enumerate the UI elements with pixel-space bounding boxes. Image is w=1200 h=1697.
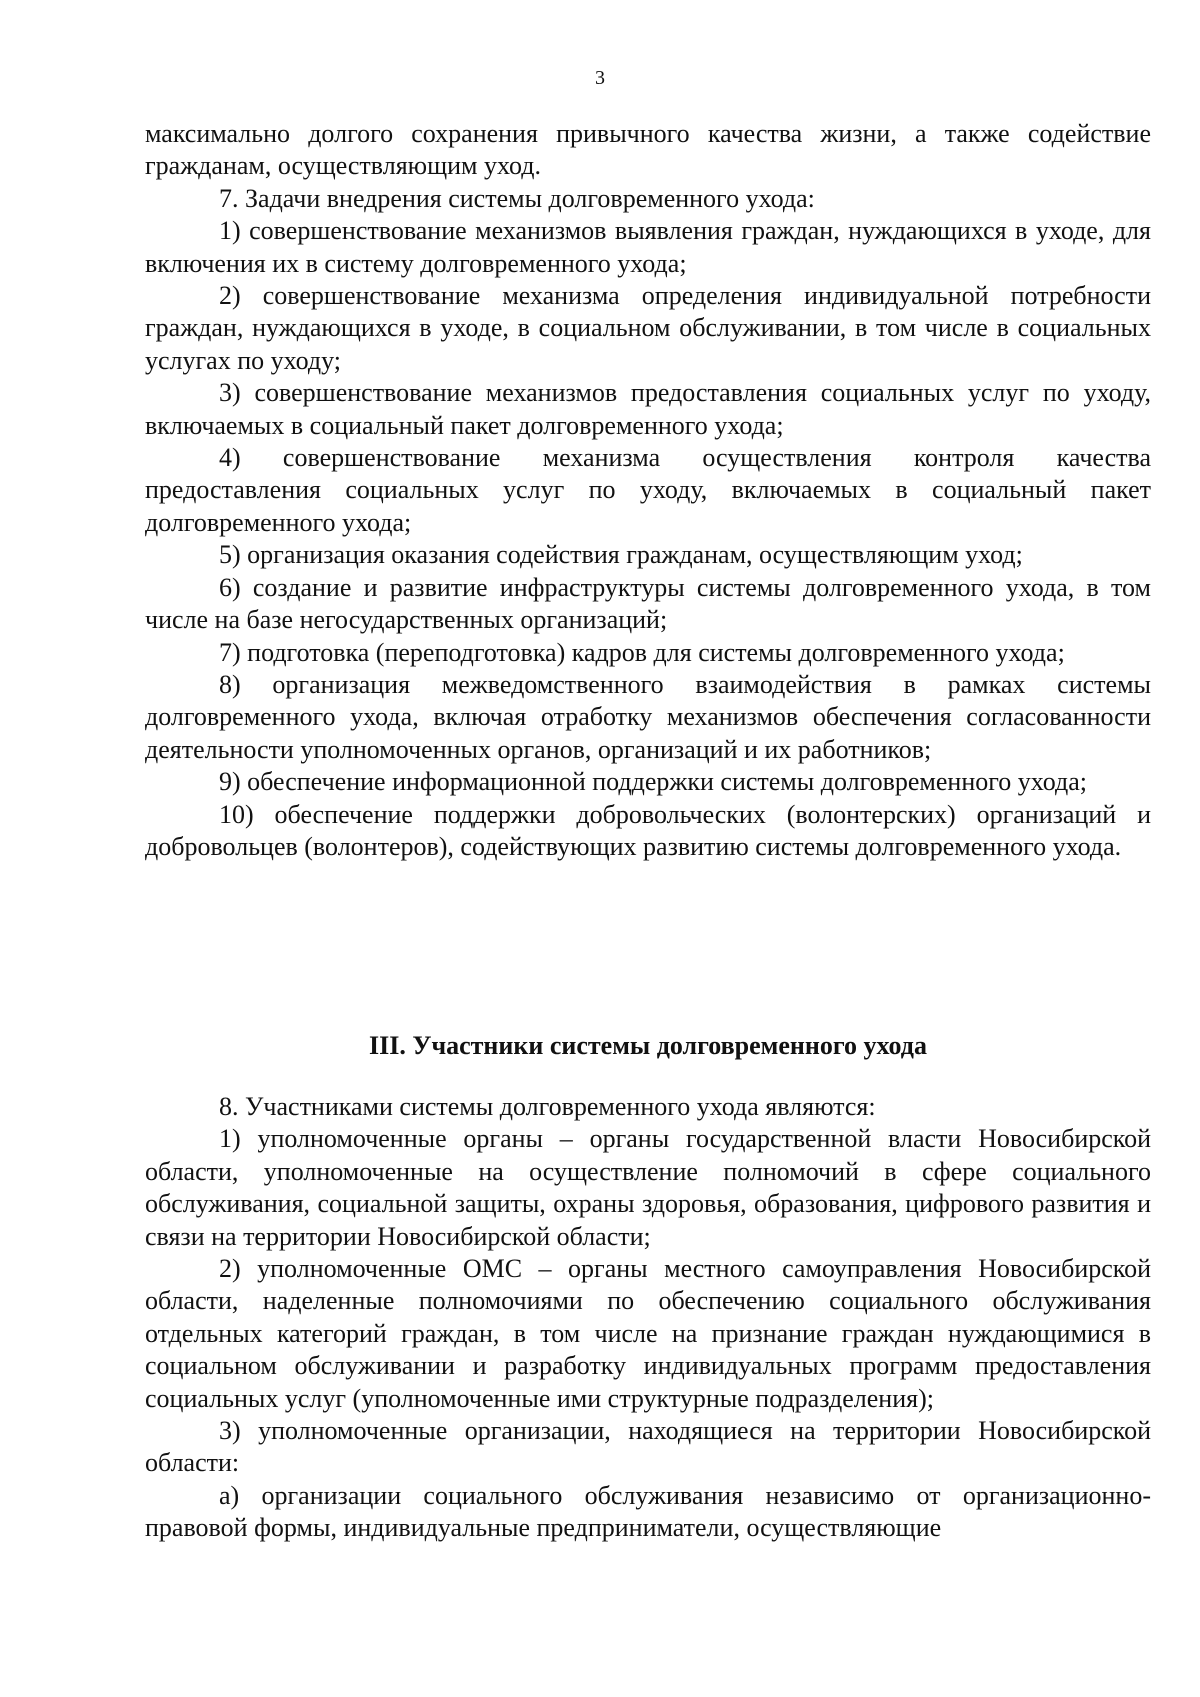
participants-intro-paragraph: 8. Участниками системы долговременного ухода являются: [219, 1092, 876, 1121]
task-item-3: 3) совершенствование механизмов предоставления социальных услуг по уходу, включаемых в социальный пакет долговременного ухода; [145, 378, 1151, 440]
intro-paragraph: максимально долгого сохранения привычного качества жизни, а также содействие гражданам, осуществляющим уход. [145, 119, 1151, 181]
task-item-9: 9) обеспечение информационной поддержки системы долговременного ухода; [219, 767, 1088, 797]
participant-item-3: 3) уполномоченные организации, находящиеся на территории Новосибирской области: [145, 1416, 1151, 1478]
task-item-8: 8) организация межведомственного взаимодействия в рамках системы долговременного ухода, включая отработку механизмов обеспечения согласованности деятельности уполномоченных органов, организаций и их работников; [145, 669, 1151, 764]
section-heading: III. Участники системы долговременного ухода [369, 1031, 927, 1060]
task-item-10: 10) обеспечение поддержки добровольческих (волонтерских) организаций и добровольцев (волонтеров), содействующих развитию системы долговременного ухода. [145, 799, 1151, 861]
page-number: 3 [595, 67, 605, 89]
participant-item-2: 2) уполномоченные ОМС – органы местного самоуправления Новосибирской области, наделенные полномочиями по обеспечению социального обслуживания отдельных категорий граждан, в том числе на признание граждан нуждающимися в социальном обслуживании и разработку индивидуальных программ предоставления социальных услуг (уполномоченные ими структурные подразделения); [145, 1254, 1151, 1413]
task-item-2: 2) совершенствование механизма определения индивидуальной потребности граждан, нуждающихся в уходе, в социальном обслуживании, в том числе в социальных услугах по уходу; [145, 281, 1151, 375]
participants-section [145, 1091, 1151, 1545]
task-item-6: 6) создание и развитие инфраструктуры системы долговременного ухода, в том числе на базе негосударственных организаций; [145, 572, 1151, 635]
task-item-7: 7) подготовка (переподготовка) кадров для системы долговременного ухода; [219, 637, 1065, 667]
task-item-1: 1) совершенствование механизмов выявления граждан, нуждающихся в уходе, для включения их в систему долговременного ухода; [145, 216, 1151, 278]
task-item-5: 5) организация оказания содействия гражданам, осуществляющим уход; [219, 540, 1023, 570]
task-item-4: 4) совершенствование механизма осуществления контроля качества предоставления социальных услуг по уходу, включаемых в социальный пакет долговременного ухода; [145, 443, 1151, 537]
participant-item-1: 1) уполномоченные органы – органы государственной власти Новосибирской области, уполномоченные на осуществление полномочий в сфере социального обслуживания, социальной защиты, охраны здоровья, образования, цифрового развития и связи на территории Новосибирской области; [145, 1124, 1151, 1251]
tasks-section [145, 118, 1151, 863]
tasks-intro-paragraph: 7. Задачи внедрения системы долговременного ухода: [219, 183, 815, 213]
subitem-a-paragraph: а) организации социального обслуживания независимо от организационно-правовой формы, индивидуальные предприниматели, осуществляющие [145, 1480, 1151, 1543]
